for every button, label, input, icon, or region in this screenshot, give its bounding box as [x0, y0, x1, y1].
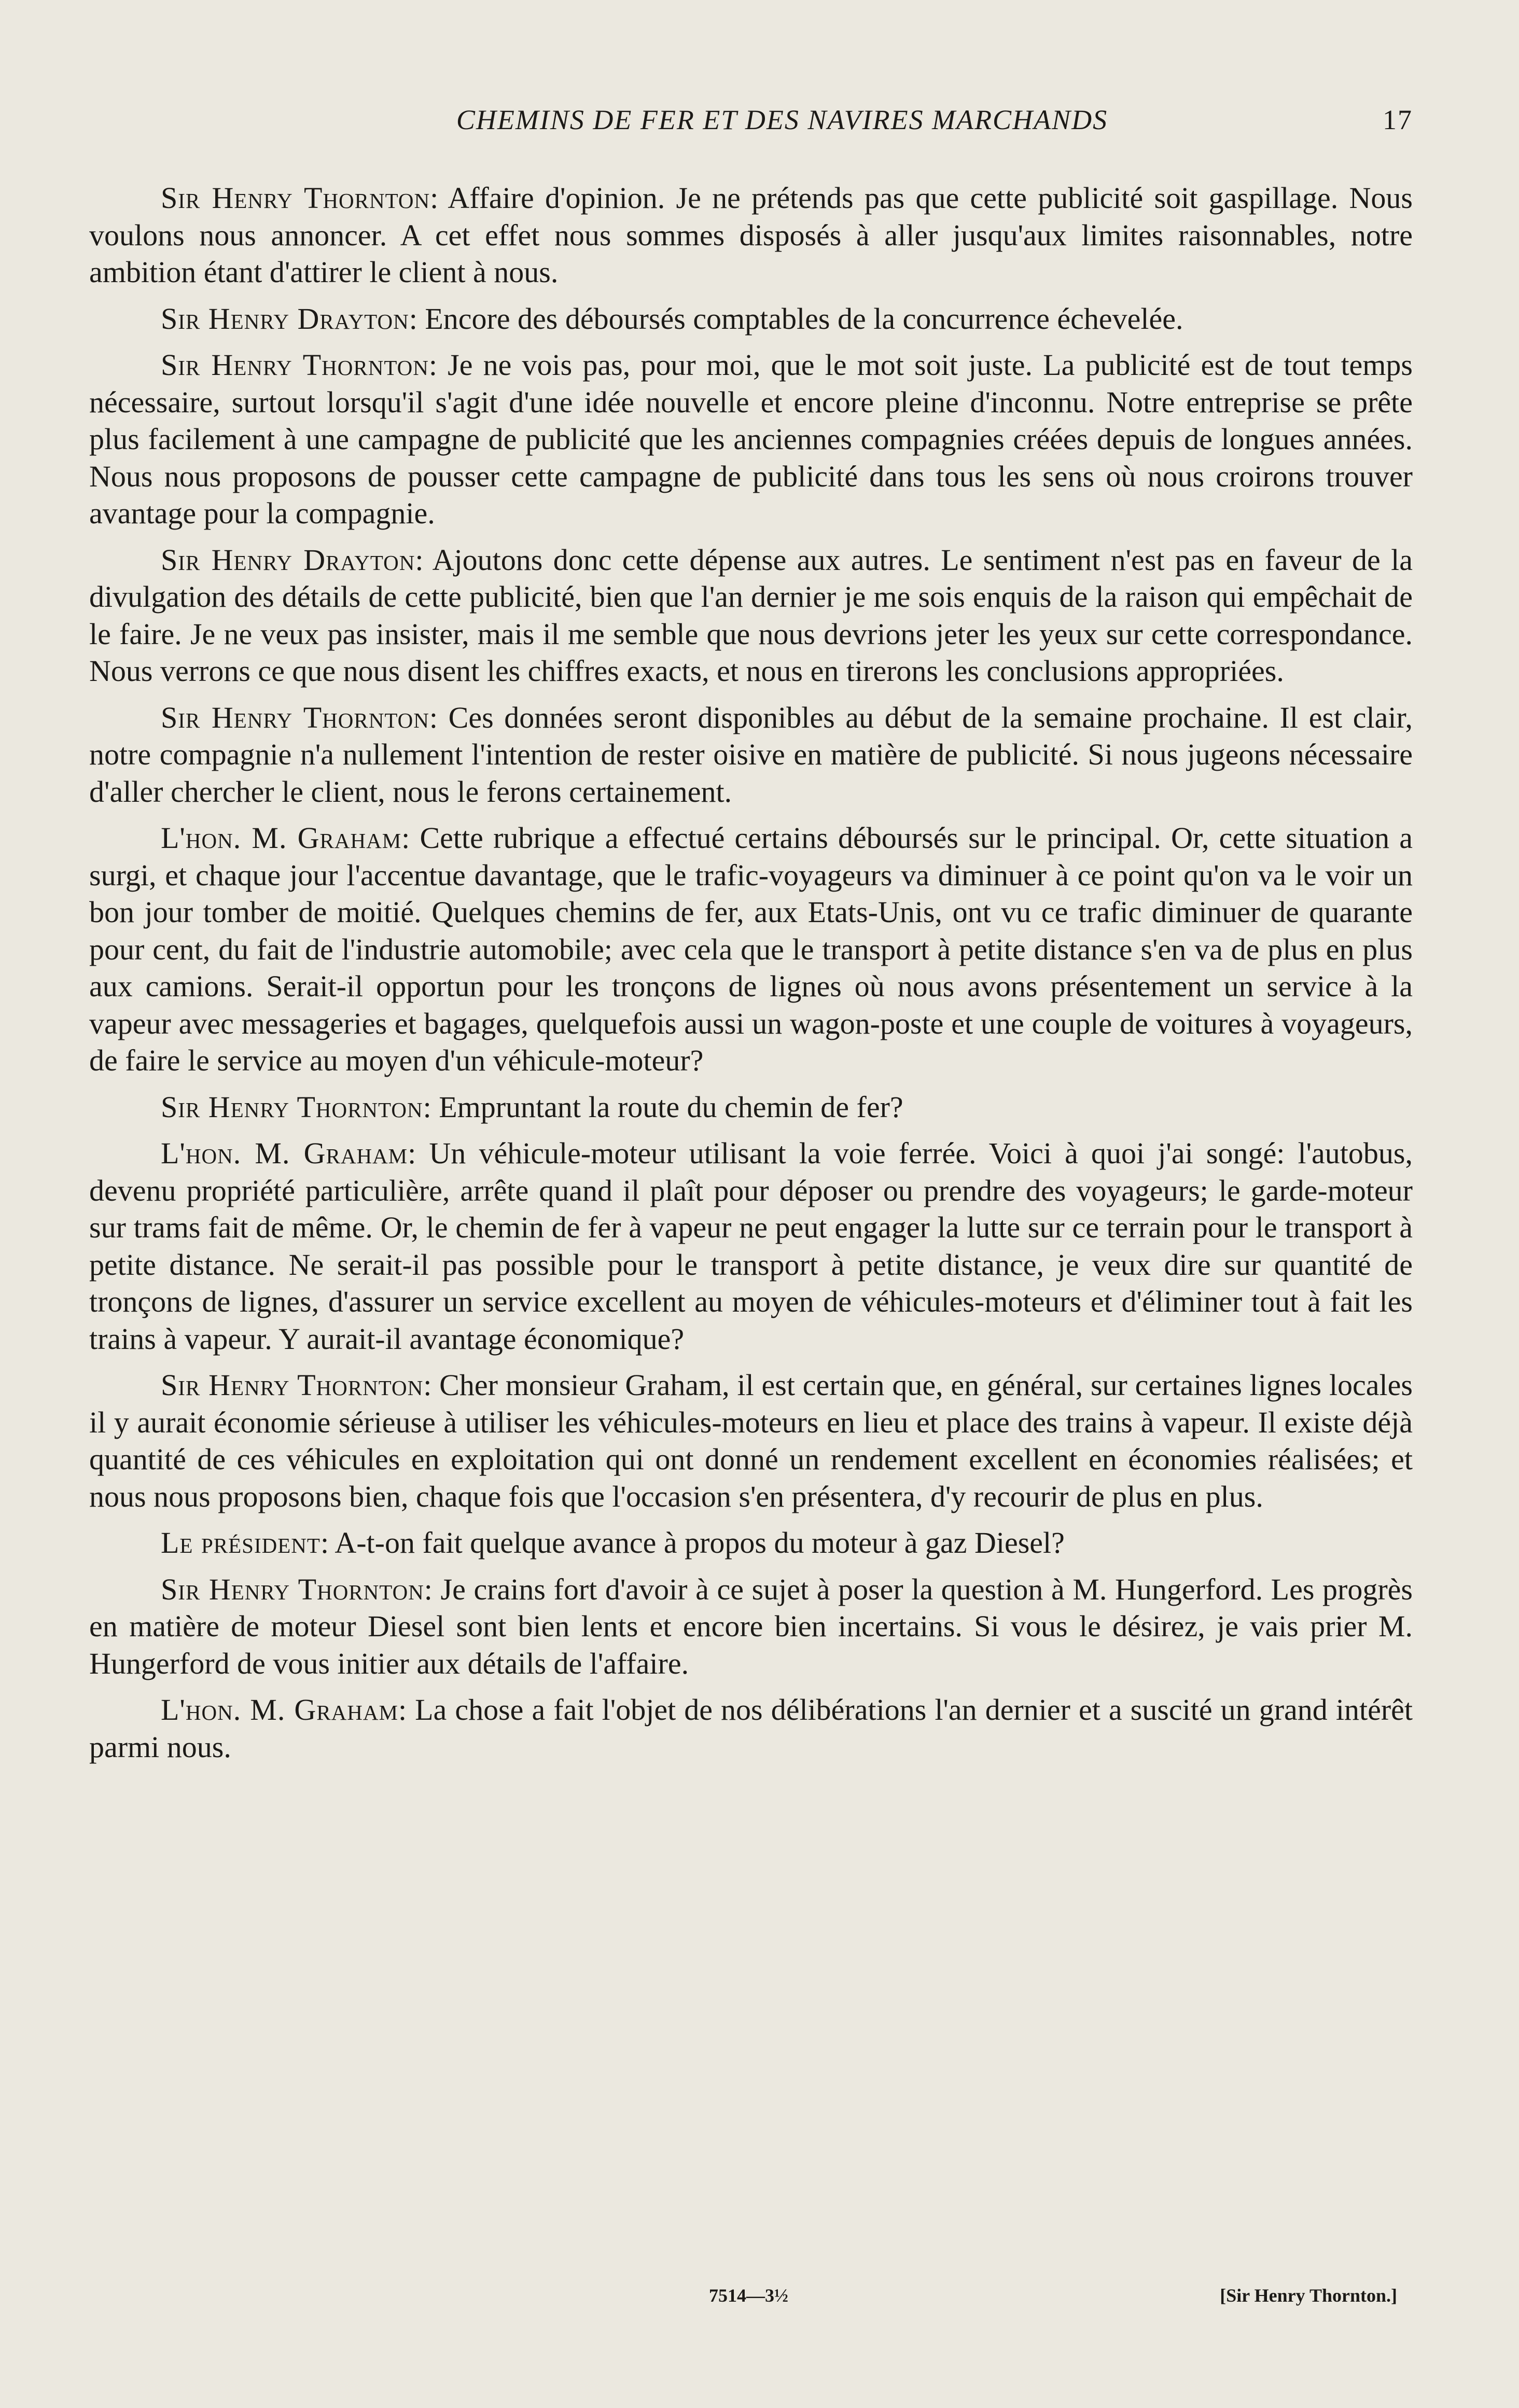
speaker-name: Sir Henry Drayton	[161, 542, 415, 577]
paragraph: Sir Henry Thornton: Je crains fort d'avoir à ce sujet à poser la question à M. Hungerford. Les progrès en matière de moteur Diesel sont bien lents et encore bien incertains. Si vous le désirez, je vais prier M. Hungerford de vous initier aux détails de l'affaire.	[89, 1572, 1413, 1680]
speaker-name: L'hon. M. Graham	[161, 1693, 398, 1727]
paragraph: Sir Henry Drayton: Encore des déboursés comptables de la concurrence échevelée.	[161, 301, 1183, 336]
page-number: 17	[1383, 104, 1413, 135]
paragraph-text: Je crains fort d'avoir à ce sujet à poser la question à M. Hungerford. Les progrès en matière de moteur Diesel sont bien lents et encore bien incertains. Si vous le désirez, je vais prier M. Hungerford de vous initier aux détails de l'affaire.	[89, 1572, 1413, 1680]
paragraph: L'hon. M. Graham: Cette rubrique a effectué certains déboursés sur le principal. Or, cette situation a surgi, et chaque jour l'accentue davantage, que le trafic-voyageurs va diminuer à ce point qu'on va le voir un bon jour tomber de moitié. Quelques chemins de fer, aux Etats-Unis, ont vu ce trafic diminuer de quarante pour cent, du fait de l'industrie automobile; avec cela que le transport à petite distance s'en va de plus en plus aux camions. Serait-il opportun pour les tronçons de lignes où nous avons présentement un service à la vapeur avec messageries et bagages, quelquefois aussi un wagon-poste et une couple de voitures à voyageurs, de faire le service au moyen d'un véhicule-moteur?	[89, 821, 1413, 1077]
paragraph-text: Je ne vois pas, pour moi, que le mot soit juste. La publicité est de tout temps nécessaire, surtout lorsqu'il s'agit d'une idée nouvelle et encore pleine d'inconnu. Notre entreprise se prête plus facilement à une campagne de publicité que les anciennes compagnies créées depuis de longues années. Nous nous proposons de pousser cette campagne de publicité dans tous les sens où nous croirons trouver avantage pour la compagnie.	[89, 348, 1413, 530]
paragraph: L'hon. M. Graham: Un véhicule-moteur utilisant la voie ferrée. Voici à quoi j'ai songé: l'autobus, devenu propriété particulière, arrête quand il plaît pour déposer ou prendre des voyageurs; le garde-moteur sur trams fait de même. Or, le chemin de fer à vapeur ne peut engager la lutte sur ce terrain pour le transport à petite distance. Ne serait-il pas possible pour le transport à petite distance, je veux dire sur quantité de tronçons de lignes, d'assurer un service excellent au moyen de véhicules-moteurs et d'éliminer tout à fait les trains à vapeur. Y aurait-il avantage économique?	[89, 1136, 1413, 1356]
paragraph: Sir Henry Thornton: Ces données seront disponibles au début de la semaine prochaine. Il est clair, notre compagnie n'a nullement l'intention de rester oisive en matière de publicité. Si nous jugeons nécessaire d'aller chercher le client, nous le ferons certainement.	[89, 700, 1413, 809]
paragraph: Sir Henry Drayton: Ajoutons donc cette dépense aux autres. Le sentiment n'est pas en faveur de la divulgation des détails de cette publicité, bien que l'an dernier je me sois enquis de la raison qui empêchait de le faire. Je ne veux pas insister, mais il me semble que nous devrions jeter les yeux sur cette correspondance. Nous verrons ce que nous disent les chiffres exacts, et nous en tirerons les conclusions appropriées.	[89, 542, 1413, 688]
paragraph-text: Empruntant la route du chemin de fer?	[439, 1090, 903, 1124]
paragraph-text: Affaire d'opinion. Je ne prétends pas que cette publicité soit gaspillage. Nous voulons nous annoncer. A cet effet nous sommes disposés à aller jusqu'aux limites raisonnables, notre ambition étant d'attirer le client à nous.	[89, 181, 1413, 289]
paragraph-text: Ces données seront disponibles au début de la semaine prochaine. Il est clair, notre compagnie n'a nullement l'intention de rester oisive en matière de publicité. Si nous jugeons nécessaire d'aller chercher le client, nous le ferons certainement.	[89, 700, 1413, 809]
paragraph-text: Encore des déboursés comptables de la concurrence échevelée.	[425, 301, 1183, 336]
page-footer	[89, 2285, 1413, 2316]
speaker-name: L'hon. M. Graham	[161, 1136, 408, 1170]
speaker-name: Sir Henry Thornton	[161, 1368, 424, 1402]
page-body	[89, 179, 1413, 1765]
paragraph-text: Cher monsieur Graham, il est certain que, en général, sur certaines lignes locales il y aurait économie sérieuse à utiliser les véhicules-moteurs en lieu et place des trains à vapeur. Il existe déjà quantité de ces véhicules en exploitation qui ont donné un rendement excellent en économies réalisées; et nous nous proposons bien, chaque fois que l'occasion s'en présentera, d'y recourir de plus en plus.	[89, 1368, 1413, 1513]
paragraph-text: A-t-on fait quelque avance à propos du moteur à gaz Diesel?	[335, 1526, 1065, 1560]
speaker-name: Le président	[161, 1526, 320, 1560]
paragraph: L'hon. M. Graham: La chose a fait l'objet de nos délibérations l'an dernier et a suscité un grand intérêt parmi nous.	[89, 1693, 1413, 1764]
paragraph-text: Ajoutons donc cette dépense aux autres. Le sentiment n'est pas en faveur de la divulgation des détails de cette publicité, bien que l'an dernier je me sois enquis de la raison qui empêchait de le faire. Je ne veux pas insister, mais il me semble que nous devrions jeter les yeux sur cette correspondance. Nous verrons ce que nous disent les chiffres exacts, et nous en tirerons les conclusions appropriées.	[89, 542, 1413, 688]
paragraph: Sir Henry Thornton: Empruntant la route du chemin de fer?	[161, 1090, 903, 1124]
paragraph-text: Cette rubrique a effectué certains déboursés sur le principal. Or, cette situation a surgi, et chaque jour l'accentue davantage, que le trafic-voyageurs va diminuer à ce point qu'on va le voir un bon jour tomber de moitié. Quelques chemins de fer, aux Etats-Unis, ont vu ce trafic diminuer de quarante pour cent, du fait de l'industrie automobile; avec cela que le transport à petite distance s'en va de plus en plus aux camions. Serait-il opportun pour les tronçons de lignes où nous avons présentement un service à la vapeur avec messageries et bagages, quelquefois aussi un wagon-poste et une couple de voitures à voyageurs, de faire le service au moyen d'un véhicule-moteur?	[89, 821, 1413, 1077]
page-content	[89, 104, 1413, 1775]
paragraph-text: La chose a fait l'objet de nos délibérations l'an dernier et a suscité un grand intérêt parmi nous.	[89, 1693, 1413, 1764]
paragraph: Sir Henry Thornton: Je ne vois pas, pour moi, que le mot soit juste. La publicité est de tout temps nécessaire, surtout lorsqu'il s'agit d'une idée nouvelle et encore pleine d'inconnu. Notre entreprise se prête plus facilement à une campagne de publicité que les anciennes compagnies créées depuis de longues années. Nous nous proposons de pousser cette campagne de publicité dans tous les sens où nous croirons trouver avantage pour la compagnie.	[89, 348, 1413, 530]
running-header	[89, 104, 1413, 145]
printer-signature: 7514—3½	[709, 2285, 788, 2306]
speaker-name: Sir Henry Thornton	[161, 1572, 424, 1606]
speaker-name: Sir Henry Thornton	[161, 181, 430, 215]
paragraph: Sir Henry Thornton: Cher monsieur Graham, il est certain que, en général, sur certaines lignes locales il y aurait économie sérieuse à utiliser les véhicules-moteurs en lieu et place des trains à vapeur. Il existe déjà quantité de ces véhicules en exploitation qui ont donné un rendement excellent en économies réalisées; et nous nous proposons bien, chaque fois que l'occasion s'en présentera, d'y recourir de plus en plus.	[89, 1368, 1413, 1513]
paragraph: Le président: A-t-on fait quelque avance à propos du moteur à gaz Diesel?	[161, 1526, 1065, 1560]
speaker-name: Sir Henry Thornton	[161, 1090, 423, 1124]
paragraph: Sir Henry Thornton: Affaire d'opinion. Je ne prétends pas que cette publicité soit gaspillage. Nous voulons nous annoncer. A cet effet nous sommes disposés à aller jusqu'aux limites raisonnables, notre ambition étant d'attirer le client à nous.	[89, 181, 1413, 289]
running-title: CHEMINS DE FER ET DES NAVIRES MARCHANDS	[456, 104, 1108, 135]
paragraph-text: Un véhicule-moteur utilisant la voie ferrée. Voici à quoi j'ai songé: l'autobus, devenu propriété particulière, arrête quand il plaît pour déposer ou prendre des voyageurs; le garde-moteur sur trams fait de même. Or, le chemin de fer à vapeur ne peut engager la lutte sur ce terrain pour le transport à petite distance. Ne serait-il pas possible pour le transport à petite distance, je veux dire sur quantité de tronçons de lignes, d'assurer un service excellent au moyen de véhicules-moteurs et d'éliminer tout à fait les trains à vapeur. Y aurait-il avantage économique?	[89, 1136, 1413, 1356]
speaker-name: Sir Henry Thornton	[161, 348, 429, 382]
speaker-name: Sir Henry Thornton	[161, 700, 429, 734]
speaker-note: [Sir Henry Thornton.]	[1220, 2285, 1397, 2306]
speaker-name: Sir Henry Drayton	[161, 301, 409, 336]
speaker-name: L'hon. M. Graham	[161, 821, 402, 855]
